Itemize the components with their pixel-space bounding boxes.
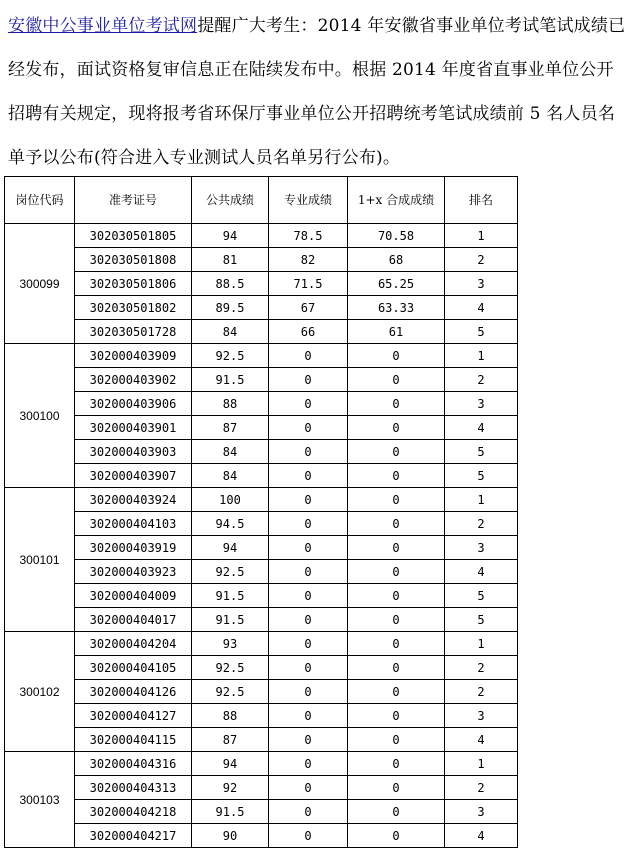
- public-score-cell: 94: [192, 752, 269, 776]
- table-header-row: [5, 177, 518, 224]
- ticket-number-cell: 302000403909: [75, 344, 192, 368]
- professional-score-cell: 0: [269, 680, 348, 704]
- public-score-cell: 100: [192, 488, 269, 512]
- combined-score-cell: 0: [348, 656, 445, 680]
- post-code-cell: 300099: [5, 224, 75, 344]
- table-row: [5, 296, 518, 320]
- table-row: [5, 824, 518, 848]
- public-score-cell: 87: [192, 728, 269, 752]
- table-row: [5, 800, 518, 824]
- ticket-number-cell: 302030501805: [75, 224, 192, 248]
- rank-cell: 5: [445, 320, 518, 344]
- combined-score-cell: 0: [348, 392, 445, 416]
- public-score-cell: 88.5: [192, 272, 269, 296]
- combined-score-cell: 0: [348, 440, 445, 464]
- rank-cell: 3: [445, 800, 518, 824]
- public-score-cell: 94.5: [192, 512, 269, 536]
- public-score-cell: 94: [192, 536, 269, 560]
- rank-cell: 2: [445, 776, 518, 800]
- table-row: [5, 488, 518, 512]
- ticket-number-cell: 302000404105: [75, 656, 192, 680]
- professional-score-cell: 0: [269, 368, 348, 392]
- combined-score-cell: 0: [348, 560, 445, 584]
- ticket-number-cell: 302000403902: [75, 368, 192, 392]
- rank-cell: 3: [445, 536, 518, 560]
- public-score-cell: 92: [192, 776, 269, 800]
- professional-score-cell: 0: [269, 752, 348, 776]
- rank-cell: 4: [445, 728, 518, 752]
- table-row: [5, 752, 518, 776]
- professional-score-cell: 0: [269, 656, 348, 680]
- professional-score-cell: 0: [269, 728, 348, 752]
- professional-score-cell: 0: [269, 584, 348, 608]
- rank-cell: 5: [445, 440, 518, 464]
- rank-cell: 1: [445, 224, 518, 248]
- table-row: [5, 416, 518, 440]
- rank-cell: 4: [445, 824, 518, 848]
- table-row: [5, 440, 518, 464]
- rank-cell: 2: [445, 248, 518, 272]
- rank-cell: 4: [445, 416, 518, 440]
- combined-score-cell: 0: [348, 776, 445, 800]
- ticket-number-cell: 302000404217: [75, 824, 192, 848]
- professional-score-cell: 0: [269, 632, 348, 656]
- intro-text: 提醒广大考生：2014 年安徽省事业单位考试笔试成绩已经发布，面试资格复审信息正在陆续发布中。根据 2014 年度省直事业单位公开招聘有关规定，现将报考省环保厅事业单位公开招聘统考笔试成绩前 5 名人员名单予以公布(符合进入专业测试人员名单另行公布)。: [8, 16, 626, 168]
- rank-cell: 2: [445, 368, 518, 392]
- public-score-cell: 84: [192, 320, 269, 344]
- rank-cell: 3: [445, 272, 518, 296]
- header-ticket-number: 准考证号: [75, 177, 192, 224]
- professional-score-cell: 0: [269, 464, 348, 488]
- ticket-number-cell: 302000403924: [75, 488, 192, 512]
- rank-cell: 5: [445, 584, 518, 608]
- professional-score-cell: 0: [269, 440, 348, 464]
- combined-score-cell: 0: [348, 752, 445, 776]
- table-row: [5, 632, 518, 656]
- public-score-cell: 84: [192, 464, 269, 488]
- ticket-number-cell: 302000404127: [75, 704, 192, 728]
- rank-cell: 2: [445, 512, 518, 536]
- ticket-number-cell: 302000403906: [75, 392, 192, 416]
- combined-score-cell: 0: [348, 680, 445, 704]
- professional-score-cell: 0: [269, 488, 348, 512]
- rank-cell: 2: [445, 680, 518, 704]
- table-row: [5, 392, 518, 416]
- professional-score-cell: 78.5: [269, 224, 348, 248]
- combined-score-cell: 0: [348, 824, 445, 848]
- table-row: [5, 680, 518, 704]
- rank-cell: 1: [445, 488, 518, 512]
- header-professional-score: 专业成绩: [269, 177, 348, 224]
- public-score-cell: 94: [192, 224, 269, 248]
- combined-score-cell: 68: [348, 248, 445, 272]
- public-score-cell: 89.5: [192, 296, 269, 320]
- combined-score-cell: 0: [348, 488, 445, 512]
- public-score-cell: 88: [192, 392, 269, 416]
- post-code-cell: 300100: [5, 344, 75, 488]
- ticket-number-cell: 302030501806: [75, 272, 192, 296]
- table-row: [5, 464, 518, 488]
- rank-cell: 1: [445, 752, 518, 776]
- professional-score-cell: 0: [269, 416, 348, 440]
- professional-score-cell: 67: [269, 296, 348, 320]
- rank-cell: 2: [445, 656, 518, 680]
- combined-score-cell: 0: [348, 728, 445, 752]
- professional-score-cell: 0: [269, 800, 348, 824]
- ticket-number-cell: 302000403923: [75, 560, 192, 584]
- professional-score-cell: 0: [269, 608, 348, 632]
- rank-cell: 3: [445, 704, 518, 728]
- table-row: [5, 248, 518, 272]
- ticket-number-cell: 302000404017: [75, 608, 192, 632]
- combined-score-cell: 0: [348, 344, 445, 368]
- public-score-cell: 81: [192, 248, 269, 272]
- public-score-cell: 92.5: [192, 344, 269, 368]
- combined-score-cell: 0: [348, 608, 445, 632]
- table-row: [5, 512, 518, 536]
- public-score-cell: 91.5: [192, 584, 269, 608]
- professional-score-cell: 71.5: [269, 272, 348, 296]
- professional-score-cell: 0: [269, 704, 348, 728]
- combined-score-cell: 61: [348, 320, 445, 344]
- ticket-number-cell: 302000404126: [75, 680, 192, 704]
- ticket-number-cell: 302000404316: [75, 752, 192, 776]
- header-rank: 排名: [445, 177, 518, 224]
- public-score-cell: 92.5: [192, 656, 269, 680]
- ticket-number-cell: 302000404313: [75, 776, 192, 800]
- ticket-number-cell: 302000403907: [75, 464, 192, 488]
- table-row: [5, 584, 518, 608]
- ticket-number-cell: 302000404103: [75, 512, 192, 536]
- score-table: [4, 176, 518, 848]
- ticket-number-cell: 302000403903: [75, 440, 192, 464]
- combined-score-cell: 65.25: [348, 272, 445, 296]
- rank-cell: 4: [445, 560, 518, 584]
- table-row: [5, 728, 518, 752]
- table-row: [5, 704, 518, 728]
- rank-cell: 1: [445, 632, 518, 656]
- ticket-number-cell: 302000403901: [75, 416, 192, 440]
- ticket-number-cell: 302000404009: [75, 584, 192, 608]
- header-public-score: 公共成绩: [192, 177, 269, 224]
- table-row: [5, 560, 518, 584]
- table-row: [5, 608, 518, 632]
- public-score-cell: 91.5: [192, 368, 269, 392]
- public-score-cell: 92.5: [192, 560, 269, 584]
- combined-score-cell: 0: [348, 464, 445, 488]
- public-score-cell: 88: [192, 704, 269, 728]
- header-combined-score: 1+x 合成成绩: [348, 177, 445, 224]
- table-body: [5, 224, 518, 848]
- post-code-cell: 300102: [5, 632, 75, 752]
- professional-score-cell: 0: [269, 536, 348, 560]
- ticket-number-cell: 302000404218: [75, 800, 192, 824]
- table-row: [5, 344, 518, 368]
- professional-score-cell: 82: [269, 248, 348, 272]
- professional-score-cell: 0: [269, 824, 348, 848]
- table-row: [5, 536, 518, 560]
- public-score-cell: 92.5: [192, 680, 269, 704]
- post-code-cell: 300101: [5, 488, 75, 632]
- combined-score-cell: 0: [348, 416, 445, 440]
- combined-score-cell: 0: [348, 800, 445, 824]
- public-score-cell: 91.5: [192, 800, 269, 824]
- ticket-number-cell: 302000403919: [75, 536, 192, 560]
- table-row: [5, 776, 518, 800]
- site-link[interactable]: 安徽中公事业单位考试网: [8, 16, 198, 36]
- ticket-number-cell: 302030501728: [75, 320, 192, 344]
- rank-cell: 4: [445, 296, 518, 320]
- ticket-number-cell: 302000404115: [75, 728, 192, 752]
- combined-score-cell: 0: [348, 368, 445, 392]
- combined-score-cell: 0: [348, 704, 445, 728]
- rank-cell: 5: [445, 464, 518, 488]
- table-row: [5, 224, 518, 248]
- table-row: [5, 656, 518, 680]
- ticket-number-cell: 302030501808: [75, 248, 192, 272]
- rank-cell: 5: [445, 608, 518, 632]
- public-score-cell: 93: [192, 632, 269, 656]
- combined-score-cell: 0: [348, 536, 445, 560]
- professional-score-cell: 0: [269, 776, 348, 800]
- table-row: [5, 368, 518, 392]
- header-post-code: 岗位代码: [5, 177, 75, 224]
- post-code-cell: 300103: [5, 752, 75, 848]
- professional-score-cell: 66: [269, 320, 348, 344]
- combined-score-cell: 0: [348, 584, 445, 608]
- professional-score-cell: 0: [269, 344, 348, 368]
- public-score-cell: 87: [192, 416, 269, 440]
- combined-score-cell: 0: [348, 512, 445, 536]
- public-score-cell: 84: [192, 440, 269, 464]
- combined-score-cell: 0: [348, 632, 445, 656]
- rank-cell: 1: [445, 344, 518, 368]
- intro-paragraph: [8, 4, 626, 180]
- public-score-cell: 90: [192, 824, 269, 848]
- professional-score-cell: 0: [269, 560, 348, 584]
- professional-score-cell: 0: [269, 392, 348, 416]
- combined-score-cell: 63.33: [348, 296, 445, 320]
- public-score-cell: 91.5: [192, 608, 269, 632]
- ticket-number-cell: 302000404204: [75, 632, 192, 656]
- table-row: [5, 272, 518, 296]
- rank-cell: 3: [445, 392, 518, 416]
- combined-score-cell: 70.58: [348, 224, 445, 248]
- table-row: [5, 320, 518, 344]
- professional-score-cell: 0: [269, 512, 348, 536]
- ticket-number-cell: 302030501802: [75, 296, 192, 320]
